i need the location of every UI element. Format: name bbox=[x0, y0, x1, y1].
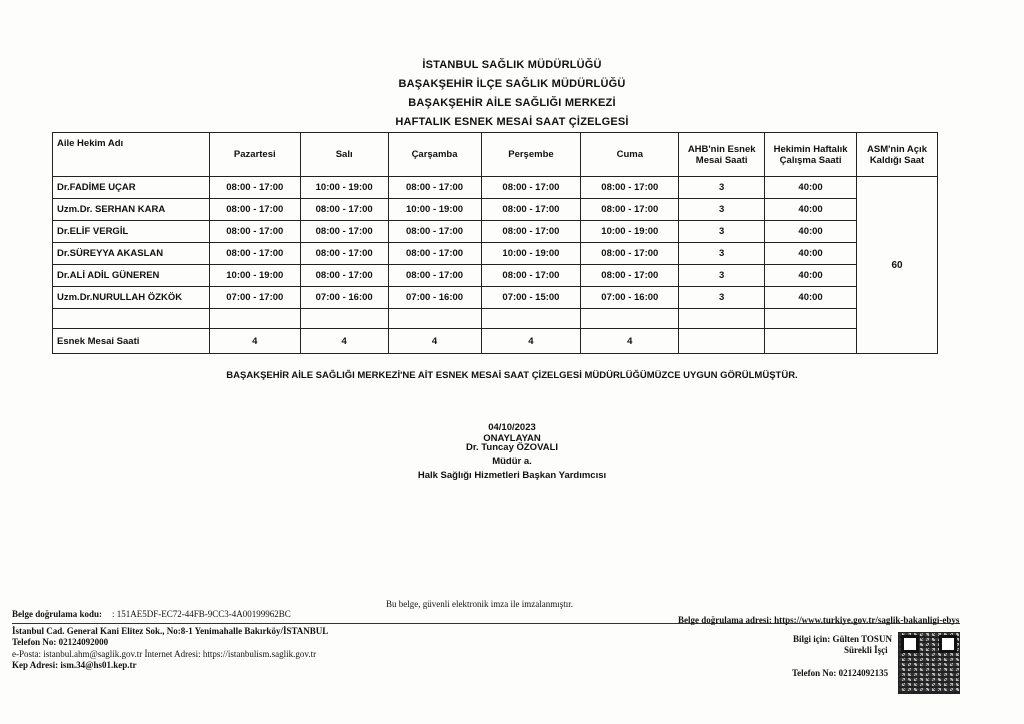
info-phone: Telefon No: 02124092135 bbox=[792, 668, 889, 678]
signature-block bbox=[0, 441, 1024, 483]
footer-address: İstanbul Cad. General Kani Elitez Sok., No:8-1 Yenimahalle Bakırköy/İSTANBUL bbox=[12, 626, 329, 636]
table-row bbox=[53, 265, 938, 287]
blank-cell bbox=[388, 309, 481, 329]
ahb-flex-hours: 3 bbox=[679, 177, 765, 199]
thursday-flex: 4 bbox=[481, 329, 581, 354]
table-row bbox=[53, 287, 938, 309]
wednesday-hours: 10:00 - 19:00 bbox=[388, 199, 481, 221]
weekly-hours: 40:00 bbox=[765, 221, 857, 243]
friday-flex: 4 bbox=[581, 329, 679, 354]
blank-cell bbox=[53, 309, 210, 329]
weekly-hours: 40:00 bbox=[765, 243, 857, 265]
approval-statement: BAŞAKŞEHİR AİLE SAĞLIĞI MERKEZİ'NE AİT ESNEK MESAİ SAAT ÇİZELGESİ MÜDÜRLÜĞÜMÜZCE UYGUN GÖRÜLMÜŞTÜR. bbox=[226, 370, 798, 381]
weekly-hours: 40:00 bbox=[765, 199, 857, 221]
approver-label: ONAYLAYAN bbox=[483, 433, 541, 444]
doctor-name: Dr.SÜREYYA AKASLAN bbox=[53, 243, 210, 265]
col-header-tuesday: Salı bbox=[300, 133, 388, 177]
verify-code: : 151AE5DF-EC72-44FB-9CC3-4A00199962BC bbox=[112, 609, 291, 619]
weekly-hours: 40:00 bbox=[765, 265, 857, 287]
thursday-hours: 07:00 - 15:00 bbox=[481, 287, 581, 309]
signer-title: Müdür a. bbox=[492, 456, 532, 467]
blank-cell bbox=[765, 329, 857, 354]
verify-code-label: Belge doğrulama kodu: bbox=[12, 609, 103, 619]
wednesday-hours: 08:00 - 17:00 bbox=[388, 265, 481, 287]
table-row bbox=[53, 243, 938, 265]
blank-row bbox=[53, 309, 938, 329]
verify-address[interactable]: Belge doğrulama adresi: https://www.turkiye.gov.tr/saglik-bakanligi-ebys bbox=[678, 615, 960, 625]
qr-code-icon bbox=[898, 632, 960, 694]
tuesday-hours: 08:00 - 17:00 bbox=[300, 243, 388, 265]
weekly-hours: 40:00 bbox=[765, 177, 857, 199]
tuesday-flex: 4 bbox=[300, 329, 388, 354]
thursday-hours: 08:00 - 17:00 bbox=[481, 177, 581, 199]
flex-hours-label: Esnek Mesai Saati bbox=[53, 329, 210, 354]
doctor-name: Uzm.Dr.NURULLAH ÖZKÖK bbox=[53, 287, 210, 309]
monday-hours: 08:00 - 17:00 bbox=[209, 199, 300, 221]
monday-hours: 08:00 - 17:00 bbox=[209, 221, 300, 243]
table-header-row bbox=[53, 133, 938, 177]
wednesday-flex: 4 bbox=[388, 329, 481, 354]
monday-hours: 10:00 - 19:00 bbox=[209, 265, 300, 287]
footer-phone: Telefon No: 02124092000 bbox=[12, 637, 109, 647]
friday-hours: 10:00 - 19:00 bbox=[581, 221, 679, 243]
esign-note: Bu belge, güvenli elektronik imza ile imzalanmıştır. bbox=[386, 599, 573, 609]
wednesday-hours: 08:00 - 17:00 bbox=[388, 177, 481, 199]
info-contact: Bilgi için: Gülten TOSUN bbox=[793, 634, 892, 644]
col-header-monday: Pazartesi bbox=[209, 133, 300, 177]
ahb-flex-hours: 3 bbox=[679, 221, 765, 243]
header-ministry: İSTANBUL SAĞLIK MÜDÜRLÜĞÜ bbox=[422, 59, 602, 71]
tuesday-hours: 10:00 - 19:00 bbox=[300, 177, 388, 199]
friday-hours: 07:00 - 16:00 bbox=[581, 287, 679, 309]
tuesday-hours: 08:00 - 17:00 bbox=[300, 221, 388, 243]
col-header-asm-open: ASM'nin Açık Kaldığı Saat bbox=[857, 133, 938, 177]
ahb-flex-hours: 3 bbox=[679, 287, 765, 309]
thursday-hours: 08:00 - 17:00 bbox=[481, 221, 581, 243]
ahb-flex-hours: 3 bbox=[679, 243, 765, 265]
header-district: BAŞAKŞEHİR İLÇE SAĞLIK MÜDÜRLÜĞÜ bbox=[398, 78, 626, 90]
table-row bbox=[53, 199, 938, 221]
doctor-name: Dr.ALİ ADİL GÜNEREN bbox=[53, 265, 210, 287]
tuesday-hours: 08:00 - 17:00 bbox=[300, 199, 388, 221]
monday-hours: 08:00 - 17:00 bbox=[209, 243, 300, 265]
doctor-name: Uzm.Dr. SERHAN KARA bbox=[53, 199, 210, 221]
monday-flex: 4 bbox=[209, 329, 300, 354]
wednesday-hours: 07:00 - 16:00 bbox=[388, 287, 481, 309]
blank-cell bbox=[209, 309, 300, 329]
tuesday-hours: 07:00 - 16:00 bbox=[300, 287, 388, 309]
table-row bbox=[53, 177, 938, 199]
friday-hours: 08:00 - 17:00 bbox=[581, 199, 679, 221]
friday-hours: 08:00 - 17:00 bbox=[581, 177, 679, 199]
document-header bbox=[0, 56, 1024, 132]
thursday-hours: 08:00 - 17:00 bbox=[481, 199, 581, 221]
thursday-hours: 10:00 - 19:00 bbox=[481, 243, 581, 265]
wednesday-hours: 08:00 - 17:00 bbox=[388, 243, 481, 265]
col-header-weekly-hours: Hekimin Haftalık Çalışma Saati bbox=[765, 133, 857, 177]
weekly-hours: 40:00 bbox=[765, 287, 857, 309]
blank-cell bbox=[481, 309, 581, 329]
col-header-name: Aile Hekim Adı bbox=[53, 133, 210, 177]
monday-hours: 08:00 - 17:00 bbox=[209, 177, 300, 199]
col-header-ahb-flex: AHB'nin Esnek Mesai Saati bbox=[679, 133, 765, 177]
ahb-flex-hours: 3 bbox=[679, 265, 765, 287]
blank-cell bbox=[765, 309, 857, 329]
approval-date: 04/10/2023 bbox=[488, 422, 536, 433]
doctor-name: Dr.FADİME UÇAR bbox=[53, 177, 210, 199]
table-row bbox=[53, 221, 938, 243]
signer-name: Dr. Tuncay ÖZOVALI bbox=[465, 442, 559, 453]
wednesday-hours: 08:00 - 17:00 bbox=[388, 221, 481, 243]
tuesday-hours: 08:00 - 17:00 bbox=[300, 265, 388, 287]
header-title: HAFTALIK ESNEK MESAİ SAAT ÇİZELGESİ bbox=[395, 116, 629, 128]
ahb-flex-hours: 3 bbox=[679, 199, 765, 221]
footer-email[interactable]: e-Posta: istanbul.ahm@saglik.gov.tr İnternet Adresi: https://istanbulism.saglik.gov.tr bbox=[12, 649, 317, 659]
footer-kep: Kep Adresi: ism.34@hs01.kep.tr bbox=[12, 660, 137, 670]
thursday-hours: 08:00 - 17:00 bbox=[481, 265, 581, 287]
signer-position: Halk Sağlığı Hizmetleri Başkan Yardımcısı bbox=[417, 470, 607, 481]
flex-hours-row bbox=[53, 329, 938, 354]
col-header-wednesday: Çarşamba bbox=[388, 133, 481, 177]
info-role: Sürekli İşçi bbox=[844, 645, 888, 655]
monday-hours: 07:00 - 17:00 bbox=[209, 287, 300, 309]
col-header-friday: Cuma bbox=[581, 133, 679, 177]
asm-open-hours: 60 bbox=[857, 177, 938, 354]
schedule-table bbox=[52, 132, 938, 354]
doctor-name: Dr.ELİF VERGİL bbox=[53, 221, 210, 243]
friday-hours: 08:00 - 17:00 bbox=[581, 243, 679, 265]
blank-cell bbox=[679, 309, 765, 329]
friday-hours: 08:00 - 17:00 bbox=[581, 265, 679, 287]
blank-cell bbox=[679, 329, 765, 354]
blank-cell bbox=[300, 309, 388, 329]
header-center: BAŞAKŞEHİR AİLE SAĞLIĞI MERKEZİ bbox=[408, 97, 616, 109]
col-header-thursday: Perşembe bbox=[481, 133, 581, 177]
blank-cell bbox=[581, 309, 679, 329]
